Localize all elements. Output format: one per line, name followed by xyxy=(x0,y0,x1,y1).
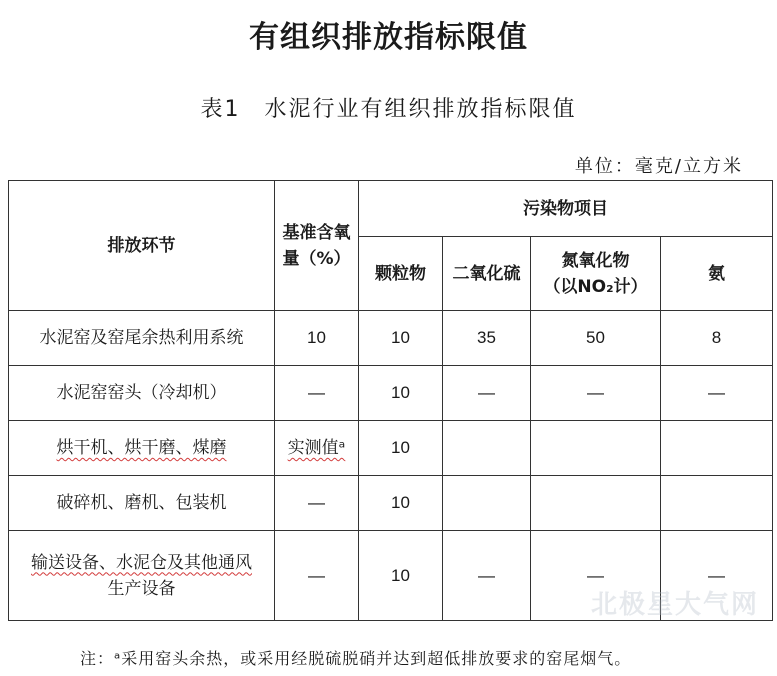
nox-cell xyxy=(531,476,661,531)
stage-line1 xyxy=(13,550,270,576)
table-caption: 表1 水泥行业有组织排放指标限值 xyxy=(200,97,577,122)
so2-cell: — xyxy=(443,366,531,421)
watermark: 北极星大气网 xyxy=(590,590,759,620)
header-oxygen-line2: 量（%） xyxy=(282,248,351,269)
table-row xyxy=(9,531,773,621)
header-particulate: 颗粒物 xyxy=(359,237,443,311)
stage-cell: 水泥窑窑头（冷却机） xyxy=(9,366,275,421)
header-oxygen-line1: 基准含氧 xyxy=(282,222,351,243)
stage-cell: 水泥窑及窑尾余热利用系统 xyxy=(9,311,275,366)
oxygen-cell xyxy=(275,421,359,476)
oxygen-cell: — xyxy=(275,366,359,421)
particulate-cell: 10 xyxy=(359,421,443,476)
oxygen-cell: — xyxy=(275,476,359,531)
ammonia-cell: 8 xyxy=(661,311,773,366)
particulate-cell: 10 xyxy=(359,366,443,421)
header-ammonia: 氨 xyxy=(661,237,773,311)
ammonia-cell xyxy=(661,476,773,531)
ammonia-cell: — xyxy=(661,366,773,421)
nox-cell: 50 xyxy=(531,311,661,366)
particulate-cell: 10 xyxy=(359,311,443,366)
oxygen-cell: — xyxy=(275,531,359,621)
header-pollutants: 污染物项目 xyxy=(359,181,773,237)
stage-cell: 破碎机、磨机、包装机 xyxy=(9,476,275,531)
particulate-cell: 10 xyxy=(359,476,443,531)
nox-cell xyxy=(531,421,661,476)
header-nox-line2: （以NO₂计） xyxy=(543,276,648,297)
so2-cell xyxy=(443,421,531,476)
stage-cell xyxy=(9,421,275,476)
table-row xyxy=(9,476,773,531)
header-so2: 二氧化硫 xyxy=(443,237,531,311)
ammonia-cell xyxy=(661,421,773,476)
oxygen-cell: 10 xyxy=(275,311,359,366)
header-nox xyxy=(531,237,661,311)
ammonia-cell: — xyxy=(661,531,773,621)
so2-cell: — xyxy=(443,531,531,621)
so2-cell: 35 xyxy=(443,311,531,366)
document-title: 有组织排放指标限值 xyxy=(249,20,528,55)
header-oxygen xyxy=(275,181,359,311)
stage-text: 烘干机、烘干磨、煤磨 xyxy=(56,438,227,458)
table-row xyxy=(9,311,773,366)
unit-label: 单位：毫克/立方米 xyxy=(574,156,743,177)
header-nox-line1: 氮氧化物 xyxy=(561,250,630,271)
so2-cell xyxy=(443,476,531,531)
emission-limits-table xyxy=(8,180,773,621)
oxygen-text: 实测值ᵃ xyxy=(287,438,346,458)
particulate-cell: 10 xyxy=(359,531,443,621)
table-header-row-1 xyxy=(9,181,773,237)
stage-line1-text: 输送设备、水泥仓及其他通风 xyxy=(31,552,252,573)
nox-cell: — xyxy=(531,366,661,421)
footnote: 注：ᵃ采用窑头余热，或采用经脱硫脱硝并达到超低排放要求的窑尾烟气。 xyxy=(80,649,632,668)
stage-line2: 生产设备 xyxy=(107,578,176,599)
nox-cell: — xyxy=(531,531,661,621)
table-row xyxy=(9,366,773,421)
header-stage: 排放环节 xyxy=(9,181,275,311)
table-row xyxy=(9,421,773,476)
stage-cell xyxy=(9,531,275,621)
